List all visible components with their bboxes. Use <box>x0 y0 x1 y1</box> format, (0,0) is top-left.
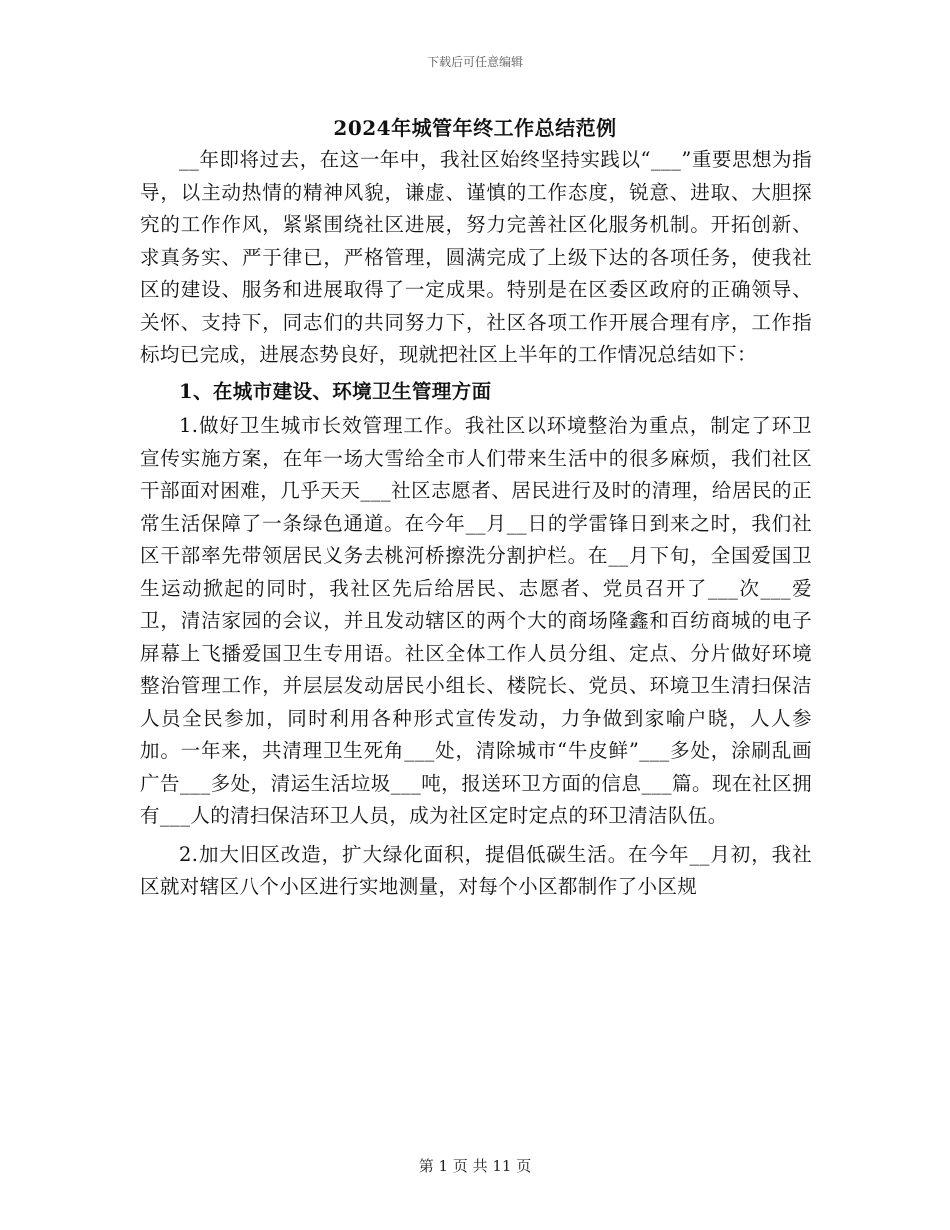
page-footer: 第 1 页 共 11 页 <box>418 1157 532 1175</box>
document-body <box>140 144 812 904</box>
body-paragraph-2: 2.加大旧区改造，扩大绿化面积，提倡低碳生活。在今年__月初，我社区就对辖区八个小区进行实地测量，对每个小区都制作了小区规 <box>140 842 812 898</box>
body-paragraph-1: 1.做好卫生城市长效管理工作。我社区以环境整治为重点，制定了环卫宣传实施方案，在年一场大雪给全市人们带来生活中的很多麻烦，我们社区干部面对困难，几乎天天___社区志愿者、居民进行及时的清理，给居民的正常生活保障了一条绿色通道。在今年__月__日的学雷锋日到来之时，我们社区干部率先带领居民义务去桃河桥擦洗分割护栏。在__月下旬，全国爱国卫生运动掀起的同时，我社区先后给居民、志愿者、党员召开了___次___爱卫，清洁家园的会议，并且发动辖区的两个大的商场隆鑫和百纺商城的电子屏幕上飞播爱国卫生专用语。社区全体工作人员分组、定点、分片做好环境整治管理工作，并层层发动居民小组长、楼院长、党员、环境卫生清扫保洁人员全民参加，同时利用各种形式宣传发动，力争做到家喻户晓，人人参加。一年来，共清理卫生死角___处，清除城市“牛皮鲜”___多处，涂刷乱画广告___多处，清运生活垃圾___吨，报送环卫方面的信息___篇。现在社区拥有___人的清扫保洁环卫人员，成为社区定时定点的环卫清洁队伍。 <box>140 414 812 827</box>
intro-paragraph: __年即将过去，在这一年中，我社区始终坚持实践以“___”重要思想为指导，以主动热情的精神风貌，谦虚、谨慎的工作态度，锐意、进取、大胆探究的工作作风，紧紧围绕社区进展，努力完善社区化服务机制。开拓创新、求真务实、严于律已，严格管理，圆满完成了上级下达的各项任务，使我社区的建设、服务和进展取得了一定成果。特别是在区委区政府的正确领导、关怀、支持下，同志们的共同努力下，社区各项工作开展合理有序，工作指标均已完成，进展态势良好，现就把社区上半年的工作情况总结如下： <box>140 148 812 366</box>
page-header-note: 下载后可任意编辑 <box>426 55 523 69</box>
section-heading: 1、在城市建设、环境卫生管理方面 <box>179 379 492 403</box>
document-title: 2024年城管年终工作总结范例 <box>333 116 617 140</box>
